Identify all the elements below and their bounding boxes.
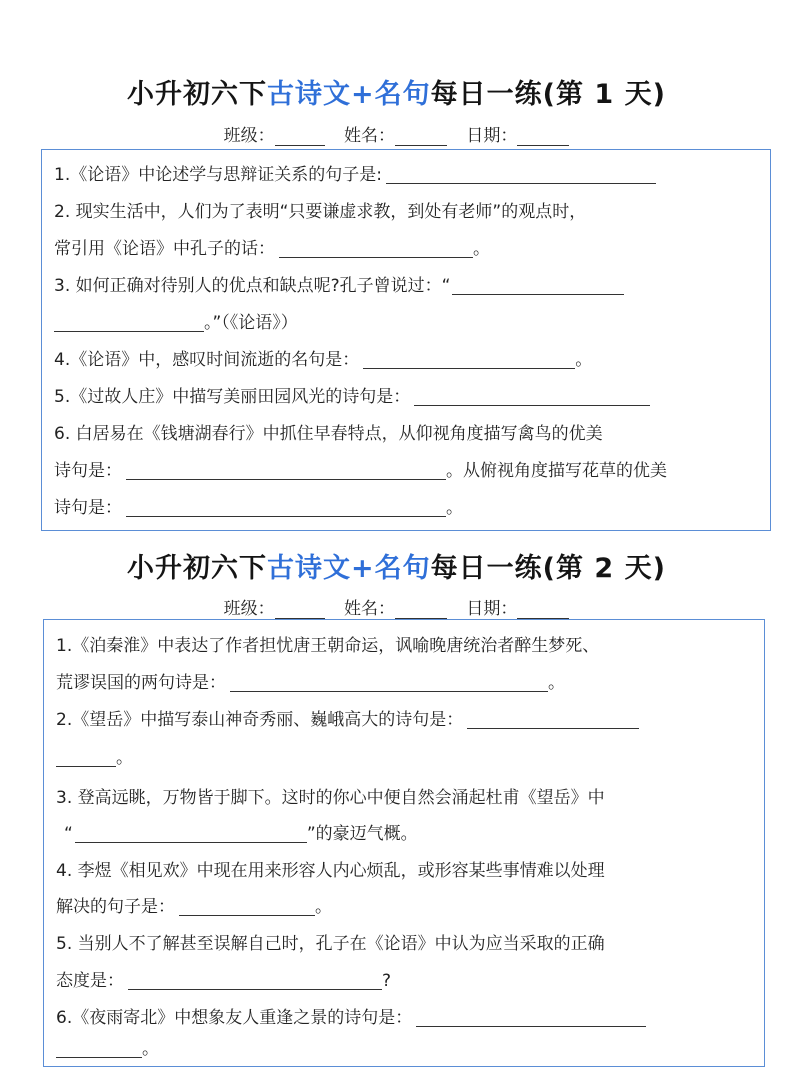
date-label: 日期： xyxy=(466,599,518,619)
worksheet-title: 小升初六下古诗文+名句每日一练(第 2 天) xyxy=(127,553,666,584)
answer-blank[interactable] xyxy=(75,822,307,843)
date-label: 日期： xyxy=(466,126,518,146)
answer-blank[interactable] xyxy=(414,385,650,406)
answer-blank[interactable] xyxy=(230,671,548,692)
name-label: 姓名： xyxy=(344,126,395,146)
answer-blank[interactable] xyxy=(56,1037,142,1058)
answer-blank[interactable] xyxy=(54,311,204,332)
question-line: 3. 登高远眺，万物皆于脚下。这时的你心中便自然会涌起杜甫《望岳》中 xyxy=(56,788,605,808)
question-line: “ ”的豪迈气概。 xyxy=(64,824,418,844)
answer-blank[interactable] xyxy=(179,895,315,916)
question-line: 1.《论语》中论述学与思辩证关系的句子是: xyxy=(54,158,756,192)
question-box xyxy=(41,149,771,531)
question-line: 3. 如何正确对待别人的优点和缺点呢?孔子曾说过：“ xyxy=(54,269,756,303)
question-line: 诗句是： 。 xyxy=(54,498,463,518)
question-line: 诗句是： 。从俯视角度描写花草的优美 xyxy=(54,461,667,481)
class-field[interactable] xyxy=(275,129,325,146)
name-label: 姓名： xyxy=(344,599,395,619)
question-line: 5.《过故人庄》中描写美丽田园风光的诗句是： xyxy=(54,380,756,414)
student-info-row xyxy=(0,121,793,146)
answer-blank[interactable] xyxy=(126,496,446,517)
answer-blank[interactable] xyxy=(467,708,639,729)
answer-blank[interactable] xyxy=(363,348,575,369)
question-line: 2.《望岳》中描写泰山神奇秀丽、巍峨高大的诗句是： xyxy=(56,703,750,737)
question-line: 4.《论语》中，感叹时间流逝的名句是： 。 xyxy=(54,350,593,370)
answer-blank[interactable] xyxy=(279,237,473,258)
name-field[interactable] xyxy=(395,129,447,146)
answer-blank[interactable] xyxy=(56,746,116,767)
question-line: 4. 李煜《相见欢》中现在用来形容人内心烦乱，或形容某些事情难以处理 xyxy=(56,861,605,881)
question-line: 荒谬误国的两句诗是： 。 xyxy=(56,673,565,693)
answer-blank[interactable] xyxy=(128,969,382,990)
name-field[interactable] xyxy=(395,602,447,619)
date-field[interactable] xyxy=(517,129,569,146)
question-line: 态度是： ? xyxy=(56,971,392,991)
question-line: 2. 现实生活中，人们为了表明“只要谦虚求教，到处有老师”的观点时， xyxy=(54,202,587,222)
class-label: 班级： xyxy=(223,599,275,619)
answer-blank[interactable] xyxy=(386,163,656,184)
student-info-row xyxy=(0,594,793,619)
question-line: 5. 当别人不了解甚至误解自己时，孔子在《论语》中认为应当采取的正确 xyxy=(56,934,605,954)
question-line: 。 xyxy=(56,741,750,775)
answer-blank[interactable] xyxy=(126,459,446,480)
question-line: 。”（《论语》） xyxy=(54,306,756,340)
class-label: 班级： xyxy=(223,126,275,146)
question-line: 解决的句子是： 。 xyxy=(56,897,332,917)
question-line: 6. 白居易在《钱塘湖春行》中抓住早春特点，从仰视角度描写禽鸟的优美 xyxy=(54,424,603,444)
day-label: (第 2 天) xyxy=(542,553,666,584)
answer-blank[interactable] xyxy=(416,1006,646,1027)
question-line: 常引用《论语》中孔子的话： 。 xyxy=(54,239,490,259)
worksheet-title: 小升初六下古诗文+名句每日一练(第 1 天) xyxy=(127,79,666,110)
question-line: 6.《夜雨寄北》中想象友人重逢之景的诗句是： xyxy=(56,1001,750,1035)
question-line: 。 xyxy=(56,1032,750,1066)
day-label: (第 1 天) xyxy=(542,79,666,110)
question-line: 1.《泊秦淮》中表达了作者担忧唐王朝命运，讽喻晚唐统治者醉生梦死、 xyxy=(56,636,600,656)
date-field[interactable] xyxy=(517,602,569,619)
question-box xyxy=(43,619,765,1067)
class-field[interactable] xyxy=(275,602,325,619)
answer-blank[interactable] xyxy=(452,274,624,295)
